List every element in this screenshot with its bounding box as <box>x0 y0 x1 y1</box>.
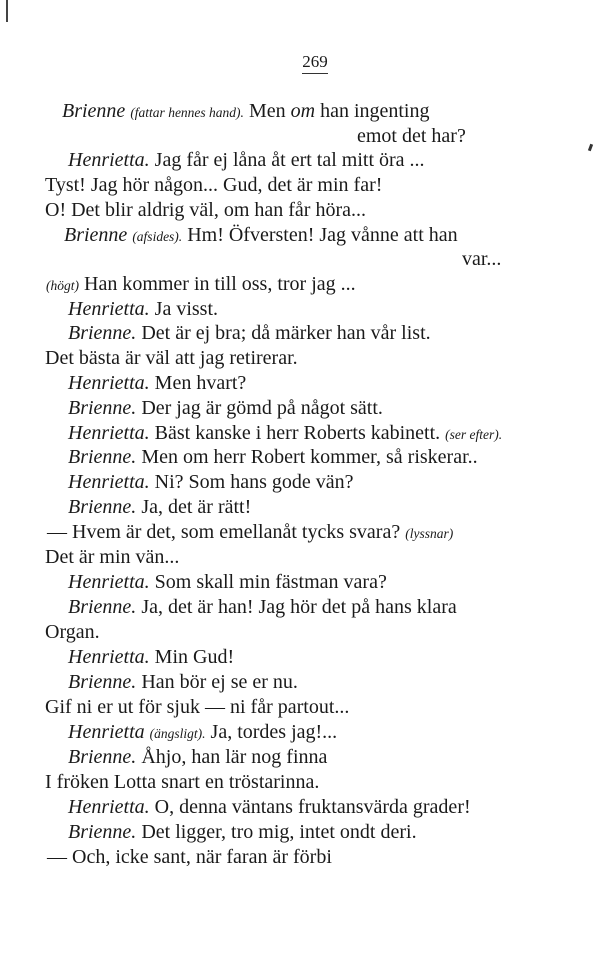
verse-line <box>68 321 431 345</box>
line-text: Åhjo, han lär nog finna <box>141 746 328 768</box>
line-text: var... <box>462 248 502 270</box>
verse-line <box>45 620 100 644</box>
page-number <box>0 52 608 74</box>
stage-direction: (fattar hennes hand). <box>130 105 244 120</box>
emphasized-text: om <box>290 100 316 122</box>
verse-line <box>68 720 337 746</box>
speaker-name: Brienne. <box>68 496 137 518</box>
verse-line <box>68 645 234 669</box>
line-text: I fröken Lotta snart en tröstarinna. <box>45 771 320 793</box>
speaker-name: Brienne. <box>68 322 137 344</box>
verse-line <box>45 770 319 794</box>
line-text: Men hvart? <box>154 372 247 394</box>
verse-line <box>462 247 501 271</box>
stage-direction: (afsides). <box>132 229 183 244</box>
line-text: Men <box>248 100 291 122</box>
line-text: Men om herr Robert kommer, så riskerar.. <box>141 446 478 468</box>
speaker-name: Brienne. <box>68 821 137 843</box>
line-text: Min Gud! <box>154 646 235 668</box>
verse-line <box>45 695 349 719</box>
verse-line <box>68 745 327 769</box>
verse-line <box>45 545 179 569</box>
verse-line <box>68 670 298 694</box>
line-text: Det ligger, tro mig, intet ondt deri. <box>141 821 417 843</box>
speaker-name: Henrietta. <box>68 571 150 593</box>
line-text: Jag får ej låna åt ert tal mitt öra ... <box>154 149 425 171</box>
verse-line <box>45 346 298 370</box>
verse-line <box>45 198 366 222</box>
verse-line <box>68 421 502 447</box>
line-text: — Hvem är det, som emellanåt tycks svara? <box>47 521 401 543</box>
speaker-name: Henrietta. <box>68 422 150 444</box>
stage-direction: (högt) <box>46 278 79 293</box>
page-number-text: 269 <box>302 52 328 74</box>
line-text: O! Det blir aldrig väl, om han får höra... <box>45 199 367 221</box>
verse-line <box>68 445 478 469</box>
line-text: Han bör ej se er nu. <box>141 671 298 693</box>
verse-line <box>68 595 457 619</box>
speaker-name: Henrietta. <box>68 372 150 394</box>
line-text: Han kommer in till oss, tror jag ... <box>84 273 356 295</box>
line-text: Tyst! Jag hör någon... Gud, det är min far! <box>45 174 383 196</box>
line-text: Som skall min fästman vara? <box>154 571 387 593</box>
line-text-after: han ingenting <box>315 100 430 122</box>
speaker-name: Brienne <box>64 224 128 246</box>
verse-line <box>68 820 417 844</box>
speaker-name: Henrietta. <box>68 796 150 818</box>
stage-direction: (ängsligt). <box>149 726 206 741</box>
speaker-name: Brienne <box>62 100 126 122</box>
line-text: Gif ni er ut för sjuk — ni får partout... <box>45 696 350 718</box>
verse-line <box>64 223 458 249</box>
line-text: Hm! Öfversten! Jag vånne att han <box>187 224 458 246</box>
speaker-name: Henrietta. <box>68 149 150 171</box>
verse-line <box>68 297 218 321</box>
line-text: emot det har? <box>357 125 466 147</box>
line-text: Ja, det är han! Jag hör det på hans klara <box>141 596 457 618</box>
verse-line <box>68 570 387 594</box>
verse-line <box>68 795 471 819</box>
speaker-name: Brienne. <box>68 671 137 693</box>
line-text: Ja, tordes jag!... <box>210 721 338 743</box>
speaker-name: Brienne. <box>68 446 137 468</box>
verse-line <box>68 470 354 494</box>
stage-direction: (ser efter). <box>445 427 503 442</box>
line-text: Bäst kanske i herr Roberts kabinett. <box>154 422 441 444</box>
verse-line <box>357 124 466 148</box>
speaker-name: Henrietta. <box>68 646 150 668</box>
line-text: Ja, det är rätt! <box>141 496 252 518</box>
line-text: Ja visst. <box>154 298 218 320</box>
line-text: — Och, icke sant, när faran är förbi <box>47 846 332 868</box>
speaker-name: Brienne. <box>68 746 137 768</box>
line-text: Ni? Som hans gode vän? <box>154 471 354 493</box>
line-text: Det är ej bra; då märker han vår list. <box>141 322 431 344</box>
margin-mark <box>588 144 593 152</box>
line-text: Det bästa är väl att jag retirerar. <box>45 347 298 369</box>
verse-line <box>68 148 425 172</box>
speaker-name: Brienne. <box>68 397 137 419</box>
verse-line <box>68 396 383 420</box>
speaker-name: Henrietta <box>68 721 145 743</box>
line-text: O, denna väntans fruktansvärda grader! <box>154 796 471 818</box>
stage-direction: (lyssnar) <box>405 526 454 541</box>
speaker-name: Brienne. <box>68 596 137 618</box>
line-text: Det är min vän... <box>45 546 180 568</box>
verse-line <box>45 173 382 197</box>
speaker-name: Henrietta. <box>68 298 150 320</box>
verse-line <box>46 272 356 298</box>
verse-line <box>47 520 453 546</box>
verse-line <box>68 495 251 519</box>
verse-line <box>62 99 430 125</box>
line-text: Der jag är gömd på något sätt. <box>141 397 383 419</box>
line-text: Organ. <box>45 621 100 643</box>
verse-line <box>47 845 332 869</box>
verse-line <box>68 371 246 395</box>
page-edge-mark <box>6 0 8 22</box>
speaker-name: Henrietta. <box>68 471 150 493</box>
